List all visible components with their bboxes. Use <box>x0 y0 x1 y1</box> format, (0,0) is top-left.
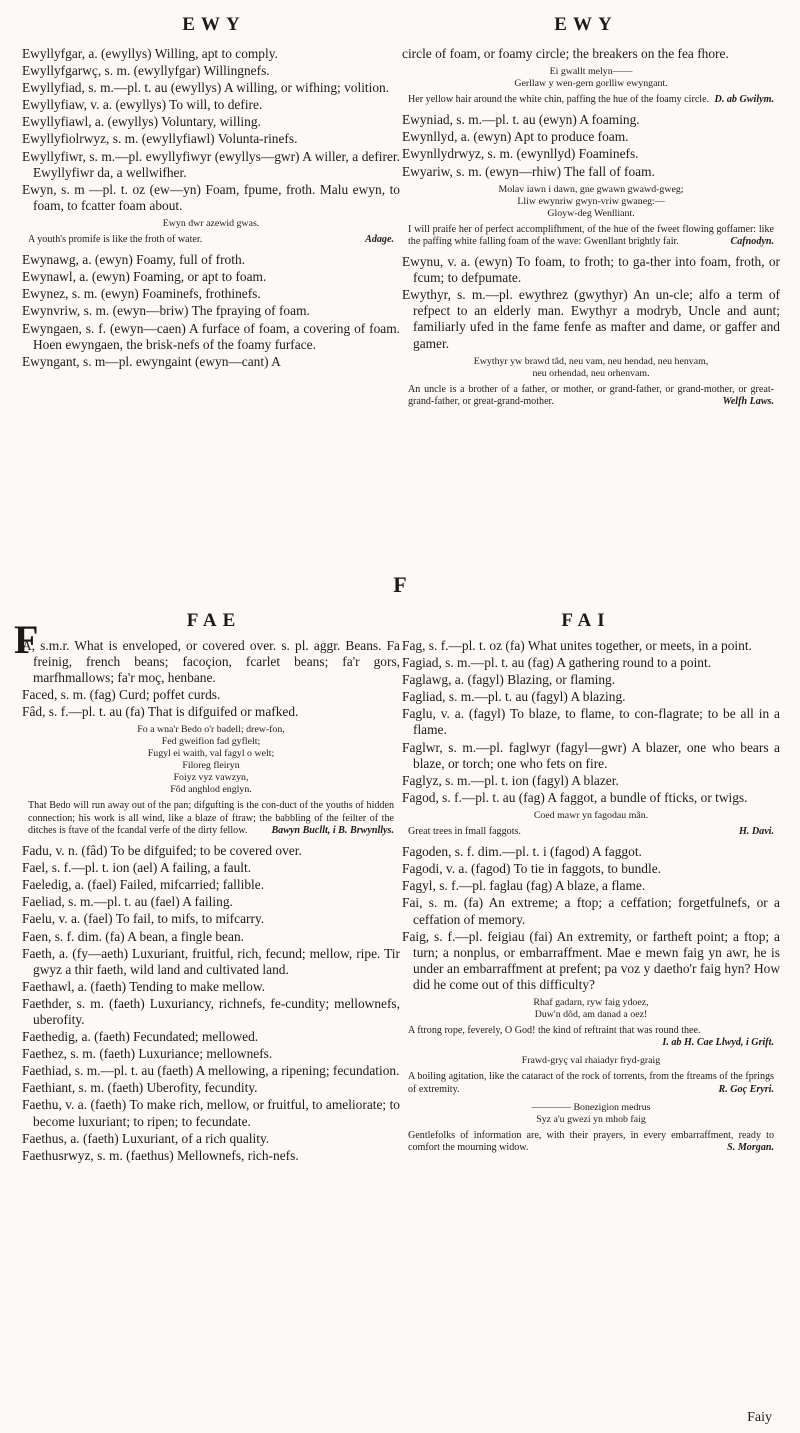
dictionary-entry: Fagod, s. f.—pl. t. au (fag) A faggot, a bundle of fticks, or twigs. <box>402 789 748 805</box>
section-header-right: FAI <box>561 610 611 631</box>
dictionary-entry: Ewyn, s. m —pl. t. oz (ew—yn) Foam, fpume, froth. Malu ewyn, to foam, to fcatter foam about. <box>22 181 400 213</box>
dictionary-entry: Faethedig, a. (faeth) Fecundated; mellowed. <box>22 1029 259 1045</box>
dictionary-entry: Fai, s. m. (fa) An extreme; a ftop; a ceffation; forgetfulnefs, or a ceffation of memory. <box>402 895 780 927</box>
translation-text: I will praife her of perfect accomplifhment, of the hue of the fweet flowing goffamer: like the paffing white falling foam of the wave: Gwenllant brightly fair. <box>408 223 774 247</box>
dictionary-entry: Ewynez, s. m. (ewyn) Foaminefs, frothinefs. <box>22 286 261 302</box>
translation-text: A boiling agitation, like the cataract of the rock of torrents, from the ftreams of the fprings of extremity. <box>408 1071 774 1095</box>
quotation-source: S. Morgan. <box>727 1142 774 1153</box>
dictionary-entry: Faeliad, s. m.—pl. t. au (fael) A failing. <box>22 894 233 910</box>
dictionary-entry: Fag, s. f.—pl. t. oz (fa) What unites together, or meets, in a point. <box>402 638 752 653</box>
quotation-line: Ei gwallt melyn—— <box>549 66 633 78</box>
dictionary-entry: Fagoden, s. f. dim.—pl. t. i (fagod) A faggot. <box>402 844 642 860</box>
dictionary-entry: Faethez, s. m. (faeth) Luxuriance; mellownefs. <box>22 1046 273 1062</box>
dictionary-entry: Faethusrwyz, s. m. (faethus) Mellownefs, rich-nefs. <box>22 1147 299 1163</box>
column-top-left <box>22 46 400 371</box>
dictionary-entry: Faeledig, a. (fael) Failed, mifcarried; fallible. <box>22 877 265 893</box>
translation-text: Gentlefolks of information are, with their prayers, in every embarraffment, ready to comfort the mourning widow. <box>408 1129 774 1153</box>
quotation-line: Fed gweifion fad gyflelt; <box>161 736 261 748</box>
translation-text: A ftrong rope, feverely, O God! the kind of reftraint that was round thee. <box>408 1024 701 1036</box>
dictionary-entry: Fagliad, s. m.—pl. t. au (fagyl) A blazing. <box>402 689 626 705</box>
dictionary-entry: Faglawg, a. (fagyl) Blazing, or flaming. <box>402 672 616 688</box>
quotation-line: Fo a wna'r Bedo o'r badell; drew-fon, <box>137 724 285 736</box>
dictionary-entry: Faethawl, a. (faeth) Tending to make mellow. <box>22 978 265 994</box>
running-header-right: EWY <box>554 14 618 35</box>
dictionary-entry: Fadu, v. n. (fâd) To be difguifed; to be covered over. <box>22 843 302 859</box>
quotation-source: Adage. <box>365 233 394 245</box>
quotation-line: Ewyn dwr azewid gwas. <box>162 217 260 229</box>
welsh-quotation <box>22 218 400 230</box>
quotation-line: Molav iawn i dawn, gne gwawn gwawd-gweg; <box>498 183 684 195</box>
translation-text: Great trees in fmall faggots. <box>408 825 521 837</box>
welsh-quotation <box>402 184 780 220</box>
dictionary-entry: Faethu, v. a. (faeth) To make rich, mellow, or fruitful, to ameliorate; to become luxuriant; to ripen; to fecundate. <box>22 1097 400 1129</box>
welsh-quotation <box>402 810 780 822</box>
welsh-quotation <box>402 997 780 1021</box>
quotation-source: R. Goç Eryri. <box>718 1083 774 1095</box>
quotation-line: Frawd-gryç val rhaiadyr fryd-graig <box>521 1055 661 1067</box>
quotation-source: H. Davi. <box>738 825 774 837</box>
running-header-left: EWY <box>182 14 246 35</box>
quotation-translation <box>408 826 774 838</box>
dictionary-entry: Ewyllyfiolrwyz, s. m. (ewyllyfiawl) Volunta-rinefs. <box>22 131 298 147</box>
translation-text: A youth's promife is like the froth of water. <box>28 233 203 245</box>
quotation-line: Filoreg fleiryn <box>182 760 240 772</box>
dictionary-entry: Ewyllyfiaw, v. a. (ewyllys) To will, to defire. <box>22 97 263 113</box>
dictionary-entry: Ewynu, v. a. (ewyn) To foam, to froth; to ga-ther into foam, froth, or fcum; to defpumate. <box>402 254 780 286</box>
dictionary-entry: A, s.m.r. What is enveloped, or covered over. s. pl. aggr. Beans. Fa freinig, french beans; facoçion, fcarlet beans; fa'r gors, marfhmallows; fa'r moç, henbane. <box>22 638 400 686</box>
dictionary-entry: Fâd, s. f.—pl. t. au (fa) That is difguifed or mafked. <box>22 704 299 720</box>
welsh-quotation <box>402 1102 780 1126</box>
quotation-translation <box>408 1130 774 1154</box>
quotation-source: I. ab H. Cae Llwyd, i Grift. <box>662 1037 774 1049</box>
welsh-quotation <box>402 1055 780 1067</box>
translation-text: Her yellow hair around the white chin, paffing the hue of the foamy circle. <box>408 94 710 106</box>
dictionary-entry: Ewynllydrwyz, s. m. (ewynllyd) Foaminefs. <box>402 146 639 162</box>
column-top-right <box>402 46 780 414</box>
quotation-source: Cafnodyn. <box>730 235 774 247</box>
dictionary-entry: Fagodi, v. a. (fagod) To tie in faggots, to bundle. <box>402 861 662 877</box>
dictionary-entry: Faethiant, s. m. (faeth) Uberofity, fecundity. <box>22 1080 258 1096</box>
dictionary-entry: Faelu, v. a. (fael) To fail, to mifs, to mifcarry. <box>22 911 265 927</box>
dictionary-entry: Fael, s. f.—pl. t. ion (ael) A failing, a fault. <box>22 860 252 876</box>
dictionary-entry: Ewyariw, s. m. (ewyn—rhiw) The fall of foam. <box>402 163 655 179</box>
quotation-source: Welfh Laws. <box>722 395 774 407</box>
quotation-source: D. ab Gwilym. <box>714 94 774 106</box>
quotation-translation <box>408 94 774 106</box>
dictionary-entry: Faglu, v. a. (fagyl) To blaze, to flame, to con-flagrate; to be all in a flame. <box>402 706 780 738</box>
dictionary-entry: Faethder, s. m. (faeth) Luxuriancy, richnefs, fe-cundity; mellownefs, uberofity. <box>22 995 400 1028</box>
quotation-translation <box>28 800 394 837</box>
dictionary-entry: Ewyllyfiad, s. m.—pl. t. au (ewyllys) A willing, or wifhing; volition. <box>22 80 390 96</box>
quotation-line: Fugyl ei waith, val fagyl o welt; <box>147 748 275 760</box>
column-bottom-left <box>22 638 400 1165</box>
dictionary-entry: Faethiad, s. m.—pl. t. au (faeth) A mellowing, a ripening; fecundation. <box>22 1063 400 1079</box>
quotation-source: Bawyn Bucllt, i B. Brwynllys. <box>271 824 394 836</box>
quotation-line: Ewythyr yw brawd tâd, neu vam, neu hendad, neu henvam, <box>473 355 709 367</box>
dictionary-entry: Ewyllyfiawl, a. (ewyllys) Voluntary, willing. <box>22 114 261 130</box>
quotation-line: Syz a'u gwezi yn mhob faig <box>536 1113 646 1125</box>
quotation-line: Rhaf gadarn, ryw faig ydoez, <box>533 996 649 1008</box>
dictionary-entry: Ewynawl, a. (ewyn) Foaming, or apt to foam. <box>22 269 267 285</box>
catchword: Faiy <box>747 1410 772 1425</box>
quotation-translation <box>408 1025 774 1049</box>
quotation-line: Duw'n dôd, am danad a oez! <box>534 1008 648 1020</box>
dictionary-entry: Ewynawg, a. (ewyn) Foamy, full of froth. <box>22 252 245 268</box>
dictionary-entry: Ewyniad, s. m.—pl. t. au (ewyn) A foaming. <box>402 112 640 128</box>
dictionary-entry: circle of foam, or foamy circle; the breakers on the fea fhore. <box>402 46 729 61</box>
quotation-line: Gloyw-deg Wenlliant. <box>547 207 635 219</box>
dictionary-entry: Faen, s. f. dim. (fa) A bean, a fingle bean. <box>22 928 244 944</box>
drop-cap: F <box>14 617 39 662</box>
quotation-translation <box>408 1071 774 1095</box>
dictionary-entry: Fagyl, s. f.—pl. faglau (fag) A blaze, a flame. <box>402 878 646 894</box>
quotation-translation <box>28 234 394 246</box>
dictionary-entry: Ewyllyfgarwç, s. m. (ewyllyfgar) Willingnefs. <box>22 63 270 79</box>
dictionary-entry: Faglyz, s. m.—pl. t. ion (fagyl) A blazer. <box>402 772 619 788</box>
welsh-quotation <box>22 724 400 796</box>
dictionary-entry: Ewynllyd, a. (ewyn) Apt to produce foam. <box>402 129 629 145</box>
dictionary-entry: Faglwr, s. m.—pl. faglwyr (fagyl—gwr) A blazer, one who bears a blaze, or torch; one who fets on fire. <box>402 739 780 771</box>
dictionary-entry: Faig, s. f.—pl. feigiau (fai) An extremity, or fartheft point; a ftop; a turn; a nonplus, or embarraffment. Mae e mewn faig yn awr, he is under an embarraffment at prefent; pa voz y daetho'r faig hyn? How did he come out of this difficulty? <box>402 928 780 992</box>
dictionary-entry: Ewyngaen, s. f. (ewyn—caen) A furface of foam, a covering of foam. Hoen ewyngaen, the brisk-nefs of the foamy furface. <box>22 320 400 352</box>
dictionary-entry: Ewyllyfiwr, s. m.—pl. ewyllyfiwyr (ewyllys—gwr) A willer, a defirer. Ewyllyfiwr da, a wellwifher. <box>22 148 400 180</box>
dictionary-entry: Faced, s. m. (fag) Curd; poffet curds. <box>22 687 221 703</box>
dictionary-entry: Ewyngant, s. m—pl. ewyngaint (ewyn—cant) A <box>22 353 281 369</box>
dictionary-entry: Ewyllyfgar, a. (ewyllys) Willing, apt to comply. <box>22 46 278 61</box>
section-header-left: FAE <box>186 610 242 631</box>
quotation-line: Coed mawr yn fagodau mân. <box>533 809 649 821</box>
quotation-line: Lliw ewynriw gwyn-vriw gwaneg:— <box>517 195 665 207</box>
welsh-quotation <box>402 66 780 90</box>
dictionary-entry: Faeth, a. (fy—aeth) Luxuriant, fruitful, rich, fecund; mellow, ripe. Tir gwyz a thir faeth, wild land and cultivated land. <box>22 945 400 977</box>
quotation-line: Fôd anghlod englyn. <box>170 784 252 796</box>
quotation-line: Foiyz vyz vawzyn, <box>173 772 249 784</box>
translation-text: An uncle is a brother of a father, or mother, or grand-father, or grand-mother, or great-grand-father, or great-grand-mother. <box>408 383 774 407</box>
quotation-translation <box>408 224 774 248</box>
quotation-line: ———— Bonezigion medrus <box>531 1101 651 1113</box>
quotation-translation <box>408 384 774 408</box>
dictionary-entry: Faethus, a. (faeth) Luxuriant, of a rich quality. <box>22 1130 270 1146</box>
welsh-quotation <box>402 356 780 380</box>
translation-text: That Bedo will run away out of the pan; difgufting is the con-duct of the youths of hidden connection; his work is all wind, like a blaze of ftraw; the babbling of the feilter of the ditches is ftave of the fcandal verfe of the dirty fellow. <box>28 800 394 836</box>
quotation-line: Gerllaw y wen-gern gorlliw ewyngant. <box>514 78 668 90</box>
dictionary-entry: Ewythyr, s. m.—pl. ewythrez (gwythyr) An un-cle; alfo a term of refpect to an elderly man. Ewythyr a modryb, Uncle and aunt; familiarly ufed in the fame fenfe as mafter and dame, or gaffer and gamer. <box>402 287 780 351</box>
quotation-line: neu orhendad, neu orhenvam. <box>532 367 650 379</box>
dictionary-entry: Fagiad, s. m.—pl. t. au (fag) A gathering round to a point. <box>402 655 712 671</box>
column-bottom-right <box>402 638 780 1160</box>
section-letter: F <box>393 572 407 597</box>
dictionary-entry: Ewynvriw, s. m. (ewyn—briw) The fpraying of foam. <box>22 303 310 319</box>
